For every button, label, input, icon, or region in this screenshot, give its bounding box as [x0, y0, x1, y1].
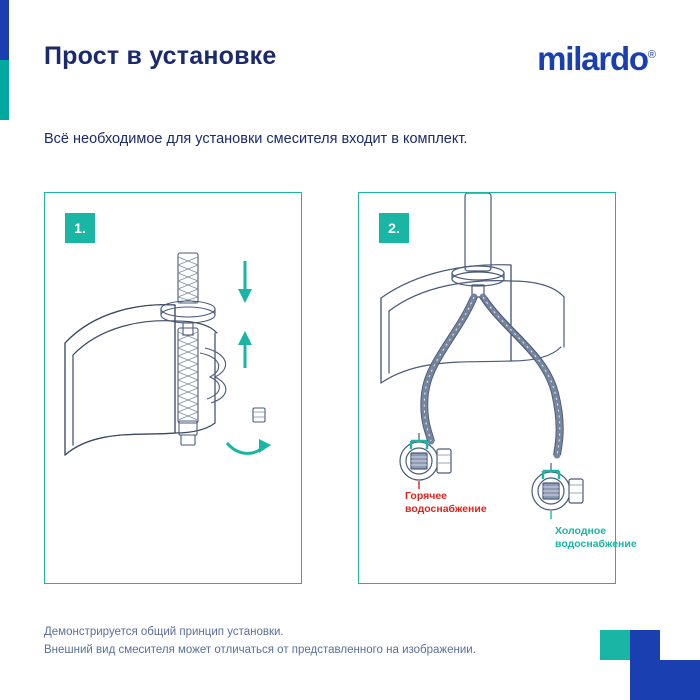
subtitle-text: Всё необходимое для установки смесителя входит в комплект. [44, 131, 468, 147]
cold-water-label [555, 525, 637, 551]
step-2-badge: 2. [379, 213, 409, 243]
corner-decor-teal [600, 630, 630, 660]
arrow-down-icon [238, 261, 252, 303]
hot-water-label-line1: Горячее [405, 490, 448, 502]
corner-decor-blue-small [630, 630, 660, 660]
brand-logo-text: milardo [537, 40, 648, 77]
accent-bar [0, 0, 9, 120]
cold-water-label-line1: Холодное [555, 525, 607, 537]
arrow-up-icon [238, 331, 252, 368]
hot-water-label-line2: водоснабжение [405, 503, 487, 516]
brand-logo [537, 40, 656, 78]
corner-decor-blue-large [660, 660, 700, 700]
corner-decor-blue-mid [630, 660, 660, 700]
footnote-line-2: Внешний вид смесителя может отличаться от представленного на изображении. [44, 643, 476, 656]
step-1-badge: 1. [65, 213, 95, 243]
cold-water-label-line2: водоснабжение [555, 538, 637, 551]
arrow-curved-icon [227, 439, 271, 453]
step-1-illustration [45, 193, 303, 585]
hot-water-label [405, 490, 487, 516]
accent-bar-teal-segment [0, 60, 9, 120]
footnote-line-1: Демонстрируется общий принцип установки. [44, 626, 284, 638]
installation-step-1-panel [44, 192, 302, 584]
registered-trademark-icon: ® [647, 49, 656, 61]
installation-step-2-panel [358, 192, 637, 584]
page-title: Прост в установке [44, 42, 277, 70]
footnote [44, 624, 476, 660]
